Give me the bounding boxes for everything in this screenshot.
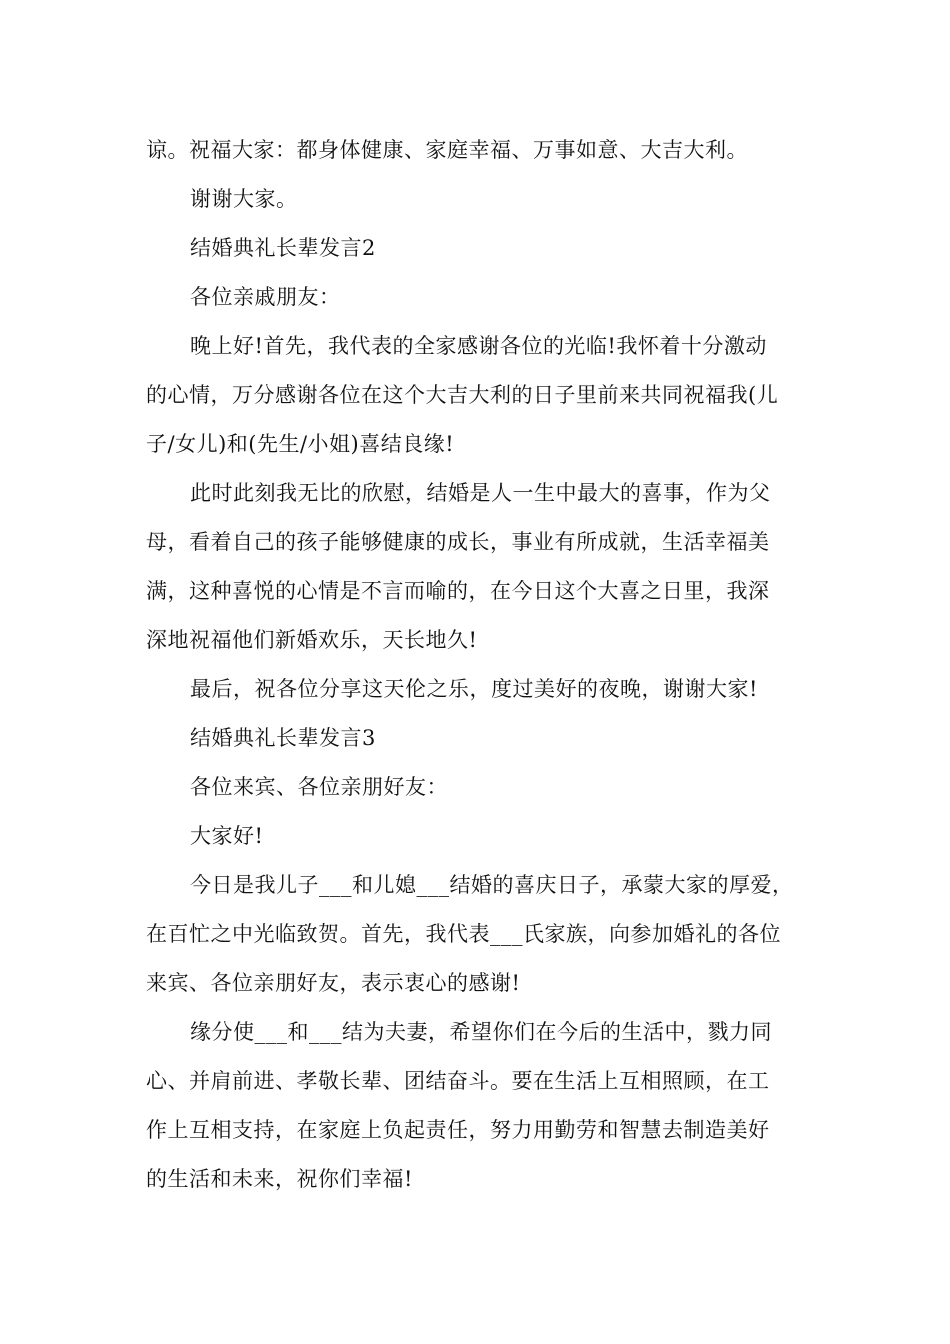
paragraph-line: 来宾、各位亲朋好友，表示衷心的感谢! xyxy=(146,971,521,995)
paragraph-line: 子/女儿)和(先生/小姐)喜结良缘! xyxy=(146,432,455,456)
section-heading: 结婚典礼长辈发言2 xyxy=(190,236,376,260)
greeting: 大家好! xyxy=(190,824,264,848)
paragraph-line: 缘分使___和___结为夫妻，希望你们在今后的生活中，戮力同 xyxy=(190,1020,772,1044)
salutation: 各位来宾、各位亲朋好友： xyxy=(190,775,448,799)
paragraph-line: 晚上好!首先，我代表的全家感谢各位的光临!我怀着十分激动 xyxy=(190,334,767,358)
text-line: 谅。祝福大家：都身体健康、家庭幸福、万事如意、大吉大利。 xyxy=(146,138,748,162)
closing-line: 谢谢大家。 xyxy=(190,187,298,211)
paragraph-line: 满，这种喜悦的心情是不言而喻的，在今日这个大喜之日里，我深 xyxy=(146,579,770,603)
document-body xyxy=(146,126,826,1204)
paragraph-line: 在百忙之中光临致贺。首先，我代表___氏家族，向参加婚礼的各位 xyxy=(146,922,781,946)
paragraph-line: 最后，祝各位分享这天伦之乐，度过美好的夜晚，谢谢大家! xyxy=(190,677,758,701)
paragraph-line: 母，看着自己的孩子能够健康的成长，事业有所成就，生活幸福美 xyxy=(146,530,770,554)
section-heading: 结婚典礼长辈发言3 xyxy=(190,726,376,750)
paragraph-line: 作上互相支持，在家庭上负起责任，努力用勤劳和智慧去制造美好 xyxy=(146,1118,770,1142)
paragraph-line: 深地祝福他们新婚欢乐，天长地久! xyxy=(146,628,478,652)
paragraph-line: 的心情，万分感谢各位在这个大吉大利的日子里前来共同祝福我(儿 xyxy=(146,383,779,407)
paragraph-line: 今日是我儿子___和儿媳___结婚的喜庆日子，承蒙大家的厚爱， xyxy=(190,873,794,897)
paragraph-line: 心、并肩前进、孝敬长辈、团结奋斗。要在生活上互相照顾，在工 xyxy=(146,1069,770,1093)
paragraph-line: 此时此刻我无比的欣慰，结婚是人一生中最大的喜事，作为父 xyxy=(190,481,771,505)
salutation: 各位亲戚朋友： xyxy=(190,285,341,309)
paragraph-line: 的生活和未来，祝你们幸福! xyxy=(146,1167,413,1191)
